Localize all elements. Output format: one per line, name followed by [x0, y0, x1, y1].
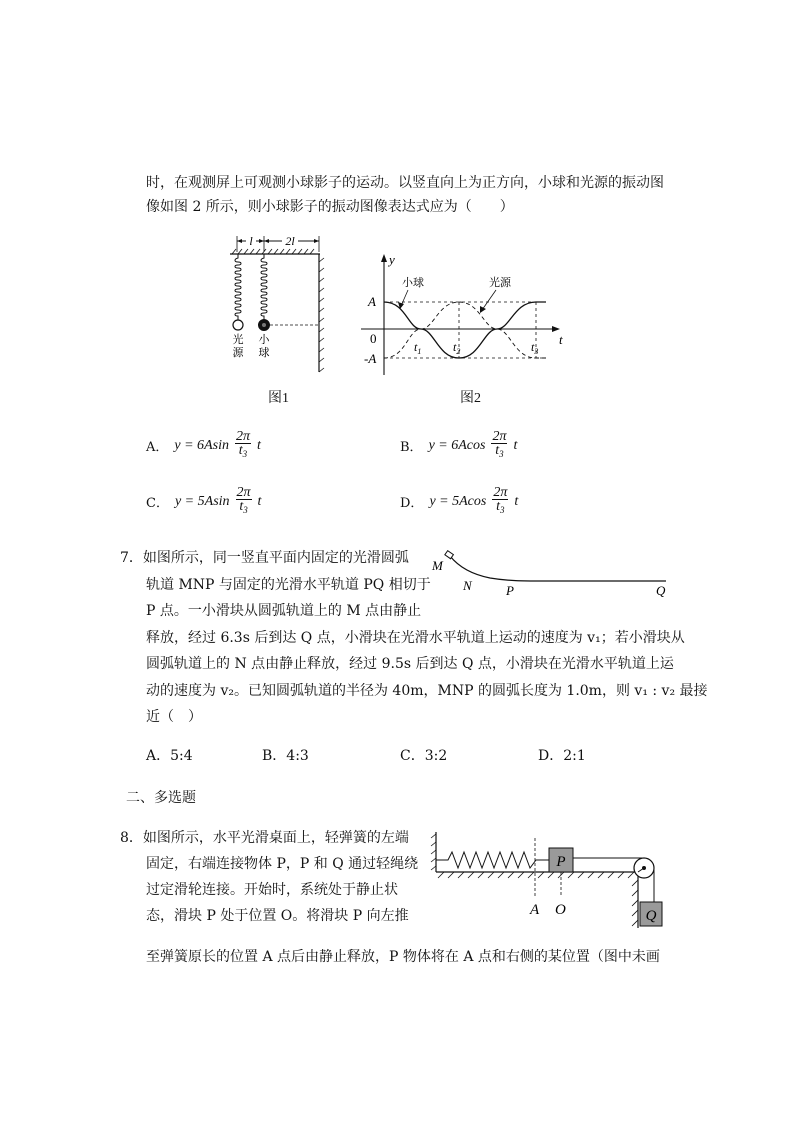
t-axis-label: t	[559, 332, 563, 347]
label-P: P	[506, 583, 514, 598]
t2-label: $t_2$	[453, 340, 461, 356]
tick-negA: -A	[364, 351, 377, 366]
source-callout: 光源	[489, 277, 511, 289]
q7-line-7: 近（ ）	[146, 709, 202, 725]
dim-2l: 2l	[285, 234, 295, 248]
ball-callout: 小球	[402, 277, 424, 289]
q7-line-3: P 点。一小滑块从圆弧轨道上的 M 点由静止	[146, 603, 422, 619]
figure-1-caption: 图1	[268, 391, 289, 406]
label-ball-1: 小	[258, 334, 270, 346]
label-Q: Q	[656, 583, 666, 598]
q8-line-2: 固定，右端连接物体 P，P 和 Q 通过轻绳绕	[146, 856, 419, 872]
light-source	[233, 320, 243, 330]
slider-block	[445, 551, 454, 559]
q7-line-1: 7．如图所示，同一竖直平面内固定的光滑圆弧	[120, 550, 409, 566]
label-O: O	[555, 902, 566, 918]
label-block-P: P	[556, 854, 566, 870]
label-block-Q: Q	[645, 908, 657, 924]
q7-figure	[428, 548, 673, 600]
q7-option-c[interactable]: C．3:2	[400, 748, 448, 764]
spring	[436, 852, 550, 868]
spring-left	[235, 254, 241, 320]
arc-track	[450, 556, 666, 581]
label-source-1: 光	[232, 334, 244, 346]
source-curve	[384, 302, 546, 358]
q7-line-2: 轨道 MNP 与固定的光滑水平轨道 PQ 相切于	[146, 577, 431, 593]
q7-line-6: 动的速度为 v₂。已知圆弧轨道的半径为 40m，MNP 的圆弧长度为 1.0m，则 v₁ : v₂ 最接	[146, 683, 708, 699]
label-N: N	[463, 578, 472, 593]
q6-option-b[interactable]: B． y = 6Acos $\frac{2\pi}{t_3}$ t	[400, 429, 518, 459]
dim-l: l	[249, 234, 253, 248]
intro-line-2: 像如图 2 所示，则小球影子的振动图像表达式应为（ ）	[146, 199, 514, 215]
figure-1	[222, 232, 332, 377]
spring-right	[261, 254, 267, 320]
q8-line-3: 过定滑轮连接。开始时，系统处于静止状	[146, 882, 398, 898]
q7-line-4: 释放，经过 6.3s 后到达 Q 点，小滑块在光滑水平轨道上运动的速度为 v₁；若小滑块从	[146, 630, 685, 646]
q8-line-5: 至弹簧原长的位置 A 点后由静止释放，P 物体将在 A 点和右侧的某位置（图中未画	[146, 949, 660, 965]
q7-option-b[interactable]: B．4:3	[262, 748, 309, 764]
t1-label: $t_1$	[414, 340, 422, 356]
q7-option-d[interactable]: D．2:1	[538, 748, 586, 764]
q8-figure	[430, 828, 670, 930]
q8-line-1: 8．如图所示，水平光滑桌面上，轻弹簧的左端	[120, 830, 409, 846]
label-A: A	[530, 902, 540, 918]
label-ball-2: 球	[258, 347, 270, 359]
q8-line-4: 态，滑块 P 处于位置 O。将滑块 P 向左推	[146, 908, 409, 924]
label-source-2: 源	[232, 347, 244, 359]
ball-curve	[384, 302, 546, 358]
section-heading: 二、多选题	[126, 790, 196, 806]
q6-option-d[interactable]: D． y = 5Acos $\frac{2\pi}{t_3}$ t	[400, 485, 519, 515]
q7-option-a[interactable]: A．5:4	[146, 748, 193, 764]
y-axis-label: y	[389, 252, 395, 267]
q6-option-a[interactable]: A． y = 6Asin $\frac{2\pi}{t_3}$ t	[146, 429, 261, 459]
q6-option-c[interactable]: C． y = 5Asin $\frac{2\pi}{t_3}$ t	[146, 485, 262, 515]
t3-label: $t_3$	[531, 340, 539, 356]
intro-line-1: 时，在观测屏上可观测小球影子的运动。以竖直向上为正方向，小球和光源的振动图	[146, 175, 664, 191]
figure-2-caption: 图2	[460, 391, 481, 406]
tick-A: A	[368, 294, 376, 309]
label-M: M	[432, 558, 443, 573]
origin-label: 0	[370, 331, 377, 346]
figure-2	[356, 250, 576, 380]
q7-line-5: 圆弧轨道上的 N 点由静止释放，经过 9.5s 后到达 Q 点，小滑块在光滑水平轨道上运	[146, 656, 674, 672]
